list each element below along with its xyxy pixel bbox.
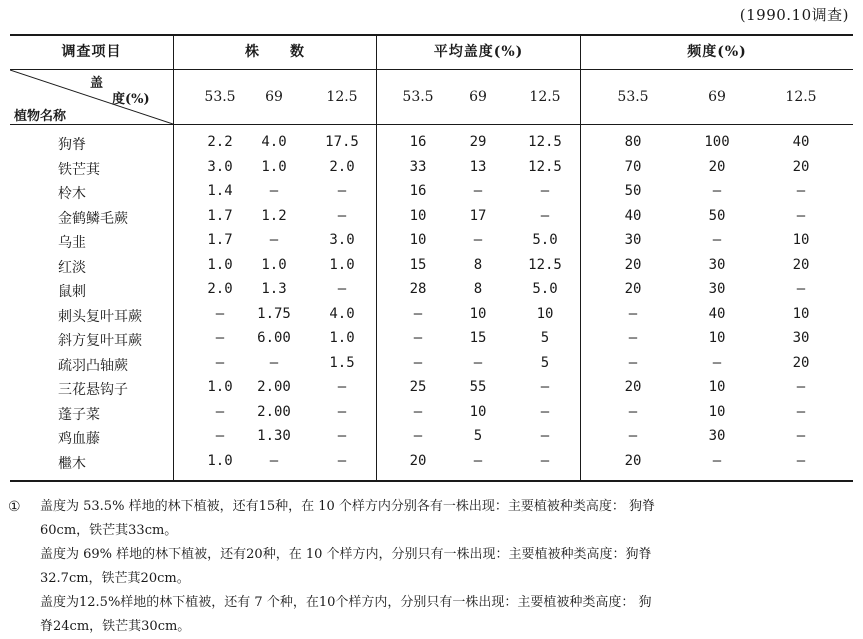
table-cell: — (796, 452, 806, 469)
table-cell: 1.0 (207, 452, 233, 469)
header-group-count: 株 数 (245, 44, 305, 60)
table-cell: 80 (624, 134, 642, 150)
table-cell: 10 (409, 207, 427, 224)
table-cell: 5 (473, 428, 483, 444)
table-cell: — (215, 330, 225, 346)
table-cell: 30 (792, 330, 810, 346)
survey-date: (1990.10调查) (739, 6, 849, 24)
table-cell: — (269, 354, 279, 371)
table-cell: — (540, 207, 550, 224)
table-cell: — (337, 183, 347, 199)
table-top-rule (10, 34, 853, 36)
table-cell: — (540, 183, 550, 199)
table-cell: 30 (708, 281, 726, 297)
level-count-3: 12.5 (326, 89, 358, 105)
table-bottom-rule (10, 480, 853, 482)
footnote-line: 盖度为12.5%样地的林下植被，还有 7 个种，在10个样方内，分别只有一株出现：主要植被种类高度： 狗 (40, 595, 652, 610)
table-cell: 1.7 (207, 232, 233, 248)
table-cell: — (413, 403, 423, 420)
table-cell: 20 (624, 379, 642, 395)
table-cell: — (337, 403, 347, 420)
table-row (10, 230, 853, 254)
table-cell: 20 (792, 158, 810, 175)
table-row (10, 402, 853, 426)
table-cell: 1.0 (329, 256, 355, 273)
table-cell: 2.00 (257, 403, 291, 420)
table-cell: 15 (469, 330, 487, 346)
header-survey-item: 调查项目 (61, 44, 122, 60)
table-cell: 1.5 (329, 354, 355, 371)
table-cell: 25 (409, 379, 427, 395)
table-cell: 55 (469, 379, 487, 395)
table-cell: — (540, 379, 550, 395)
table-cell: 10 (708, 403, 726, 420)
table-cell: — (269, 183, 279, 199)
table-cell: 2.0 (207, 281, 233, 297)
table-cell: 50 (624, 183, 642, 199)
table-cell: — (337, 207, 347, 224)
table-cell: 5.0 (532, 232, 558, 248)
table-cell: 10 (469, 305, 487, 322)
table-row (10, 132, 853, 156)
footnotes (8, 495, 850, 639)
table-cell: — (413, 428, 423, 444)
table-cell: 28 (409, 281, 427, 297)
level-coverage-3: 12.5 (529, 89, 561, 105)
corner-label-mid: 度(%) (112, 92, 150, 107)
table-cell: — (473, 452, 483, 469)
table-cell: 10 (792, 232, 810, 248)
level-coverage-2: 69 (469, 89, 487, 105)
table-cell: — (796, 207, 806, 224)
table-cell: 3.0 (207, 158, 233, 175)
plant-name: 蓬子菜 (58, 406, 100, 423)
plant-name: 鸡血藤 (58, 431, 100, 447)
table-cell: 12.5 (528, 158, 562, 175)
plant-name: 疏羽凸轴蕨 (58, 357, 128, 374)
table-cell: 10 (792, 305, 810, 322)
table-cell: — (712, 354, 722, 371)
table-row (10, 304, 853, 328)
plant-name: 檵木 (58, 455, 86, 472)
level-frequency-1: 53.5 (617, 89, 649, 105)
plant-name: 刺头复叶耳蕨 (58, 308, 142, 325)
table-cell: 29 (469, 134, 487, 150)
table-cell: 20 (792, 354, 810, 371)
table-cell: 12.5 (528, 134, 562, 150)
table-cell: — (796, 403, 806, 420)
table-cell: 30 (624, 232, 642, 248)
table-cell: 1.0 (261, 256, 287, 273)
footnote-marker: ① (8, 499, 21, 515)
table-cell: — (269, 232, 279, 248)
table-cell: — (473, 232, 483, 248)
table-cell: — (628, 403, 638, 420)
table-cell: — (413, 305, 423, 322)
corner-label-top: 盖 (90, 76, 104, 91)
table-cell: 13 (469, 158, 487, 175)
table-cell: 2.00 (257, 379, 291, 395)
table-cell: 15 (409, 256, 427, 273)
level-coverage-1: 53.5 (402, 89, 434, 105)
table-cell: — (628, 330, 638, 346)
table-cell: 20 (624, 452, 642, 469)
footnote-line: 盖度为 69% 样地的林下植被，还有20种，在 10 个样方内，分别只有一株出现：主要植被种类高度：狗脊 (40, 547, 652, 562)
plant-name: 鼠刺 (58, 284, 86, 300)
footnote-line: 60cm，铁芒萁33cm。 (40, 523, 178, 538)
table-cell: 5 (540, 330, 550, 346)
table-cell: 17.5 (325, 134, 359, 150)
table-cell: — (215, 354, 225, 371)
table-cell: — (215, 428, 225, 444)
table-row (10, 206, 853, 230)
table-cell: — (796, 428, 806, 444)
table-row (10, 377, 853, 401)
table-cell: — (796, 183, 806, 199)
plant-name: 狗脊 (58, 137, 86, 153)
table-cell: 1.0 (207, 256, 233, 273)
table-cell: 40 (792, 134, 810, 150)
table-cell: 10 (409, 232, 427, 248)
table-cell: 6.00 (257, 330, 291, 346)
table-cell: 30 (708, 428, 726, 444)
table-cell: — (712, 232, 722, 248)
table-cell: 10 (536, 305, 554, 322)
table-row (10, 353, 853, 377)
footnote-line: 脊24cm，铁芒萁30cm。 (40, 619, 191, 634)
table-cell: 40 (708, 305, 726, 322)
table-cell: — (215, 403, 225, 420)
table-cell: 5 (540, 354, 550, 371)
table-cell: 4.0 (261, 134, 287, 150)
table-cell: 5.0 (532, 281, 558, 297)
table-cell: — (796, 379, 806, 395)
table-cell: 1.0 (207, 379, 233, 395)
table-cell: 10 (708, 379, 726, 395)
table-cell: 100 (704, 134, 730, 150)
table-cell: 1.4 (207, 183, 233, 199)
table-cell: 20 (708, 158, 726, 175)
table-cell: 20 (792, 256, 810, 273)
level-count-2: 69 (265, 89, 283, 105)
header-group-coverage: 平均盖度(%) (433, 44, 524, 60)
plant-name: 乌韭 (58, 235, 86, 251)
plant-name: 柃木 (58, 186, 86, 202)
table-cell: — (628, 428, 638, 444)
table-cell: 50 (708, 207, 726, 224)
footnote-line: 盖度为 53.5% 样地的林下植被，还有15种，在 10 个样方内分别各有一株出现：主要植被种类高度： 狗脊 (40, 499, 656, 514)
table-row (10, 451, 853, 475)
table-row (10, 426, 853, 450)
table-row (10, 279, 853, 303)
table-cell: — (628, 305, 638, 322)
table-cell: 1.0 (261, 158, 287, 175)
table-cell: 20 (624, 256, 642, 273)
table-cell: 1.75 (257, 305, 291, 322)
table-cell: 1.7 (207, 207, 233, 224)
table-cell: 16 (409, 183, 427, 199)
table-cell: 1.2 (261, 207, 287, 224)
table-cell: — (337, 428, 347, 444)
table-cell: 1.30 (257, 428, 291, 444)
table-cell: 20 (409, 452, 427, 469)
plant-name: 铁芒萁 (58, 161, 100, 178)
table-cell: 8 (473, 256, 483, 273)
table-cell: 8 (473, 281, 483, 297)
table-cell: — (337, 379, 347, 395)
table-cell: 70 (624, 158, 642, 175)
table-cell: — (269, 452, 279, 469)
table-cell: — (540, 452, 550, 469)
table-cell: 2.0 (329, 158, 355, 175)
table-cell: 3.0 (329, 232, 355, 248)
corner-label-bottom: 植物名称 (14, 109, 67, 124)
plant-name: 红淡 (58, 259, 86, 276)
table-cell: 40 (624, 207, 642, 224)
table-cell: — (628, 354, 638, 371)
footnote-line: 32.7cm，铁芒萁20cm。 (40, 571, 190, 586)
table-cell: 10 (469, 403, 487, 420)
table-cell: — (712, 452, 722, 469)
level-count-1: 53.5 (204, 89, 236, 105)
table-row (10, 255, 853, 279)
plant-name: 斜方复叶耳蕨 (58, 333, 142, 349)
table-cell: 4.0 (329, 305, 355, 322)
table-cell: — (540, 428, 550, 444)
table-cell: — (712, 183, 722, 199)
plant-name: 金鹤鳞毛蕨 (58, 210, 128, 227)
table-cell: — (215, 305, 225, 322)
table-cell: 1.3 (261, 281, 287, 297)
table-cell: — (413, 354, 423, 371)
table-row (10, 181, 853, 205)
table-cell: 30 (708, 256, 726, 273)
table-row (10, 157, 853, 181)
table-cell: 16 (409, 134, 427, 150)
table-cell: 17 (469, 207, 487, 224)
table-cell: 2.2 (207, 134, 233, 150)
table-cell: — (473, 354, 483, 371)
level-frequency-3: 12.5 (785, 89, 817, 105)
table-cell: — (473, 183, 483, 199)
table-cell: — (337, 281, 347, 297)
plant-name: 三花悬钩子 (58, 382, 128, 398)
table-cell: 33 (409, 158, 427, 175)
table-cell: 20 (624, 281, 642, 297)
table-cell: 12.5 (528, 256, 562, 273)
level-frequency-2: 69 (708, 89, 726, 105)
table-cell: — (796, 281, 806, 297)
table-cell: 10 (708, 330, 726, 346)
header-divider-groups (174, 69, 853, 70)
table-cell: — (540, 403, 550, 420)
table-cell: 1.0 (329, 330, 355, 346)
table-row (10, 328, 853, 352)
table-cell: — (337, 452, 347, 469)
header-group-frequency: 频度(%) (687, 44, 747, 60)
table-cell: — (413, 330, 423, 346)
